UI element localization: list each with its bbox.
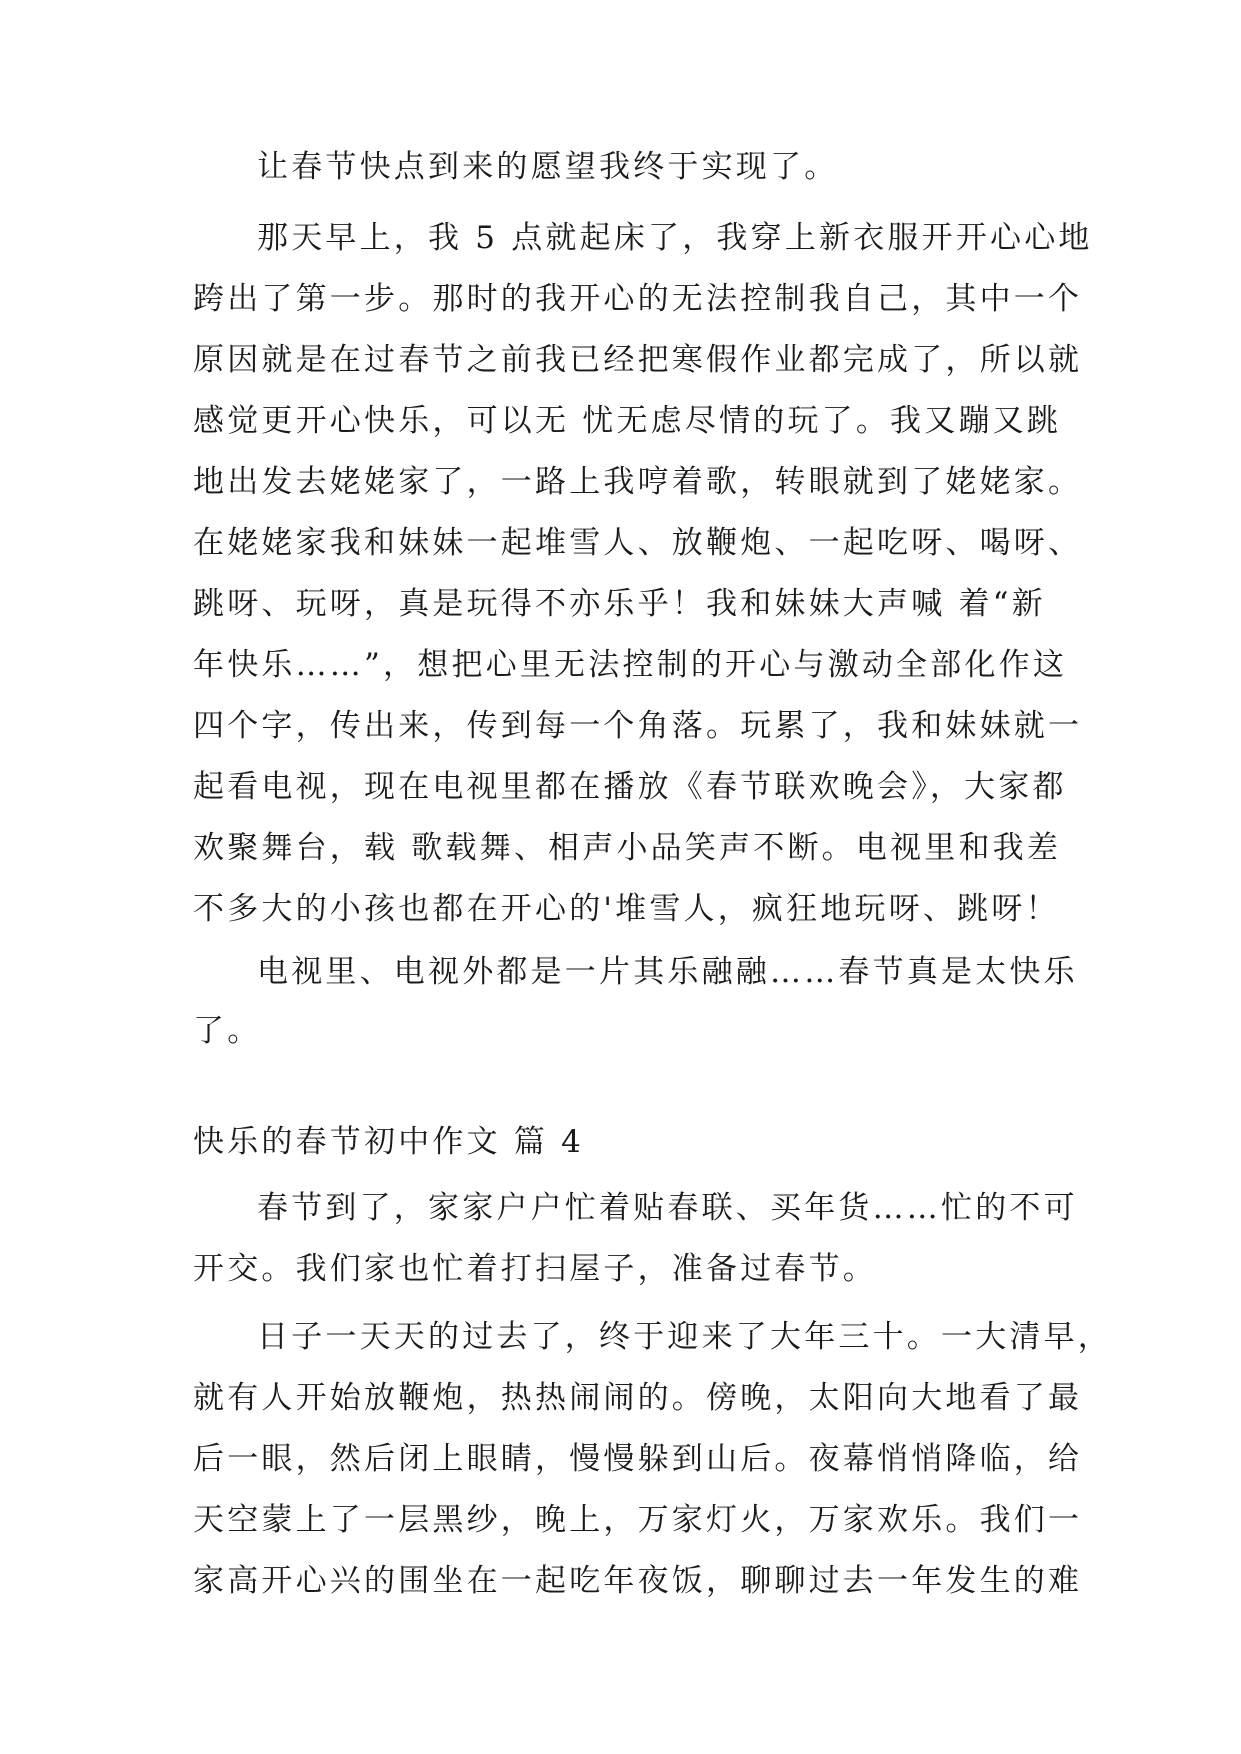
paragraph-line: 原因就是在过春节之前我已经把寒假作业都完成了，所以就 — [193, 342, 1083, 378]
paragraph-line: 开交。我们家也忙着打扫屋子，准备过春节。 — [193, 1251, 877, 1287]
paragraph-line: 地出发去姥姥家了，一路上我哼着歌，转眼就到了姥姥家。 — [193, 464, 1083, 500]
paragraph-line: 电视里、电视外都是一片其乐融融……春节真是太快乐 — [257, 954, 1078, 990]
paragraph-line: 后一眼，然后闭上眼睛，慢慢躲到山后。夜幕悄悄降临，给 — [193, 1441, 1083, 1477]
paragraph-line: 让春节快点到来的愿望我终于实现了。 — [257, 149, 839, 185]
paragraph-line: 四个字，传出来，传到每一个角落。玩累了，我和妹妹就一 — [193, 708, 1083, 744]
paragraph-line: 欢聚舞台，载 歌载舞、相声小品笑声不断。电视里和我差 — [193, 830, 1062, 866]
paragraph-line: 在姥姥家我和妹妹一起堆雪人、放鞭炮、一起吃呀、喝呀、 — [193, 525, 1083, 561]
paragraph-line: 了。 — [193, 1013, 262, 1049]
paragraph-line: 年快乐……”，想把心里无法控制的开心与激动全部化作这 — [193, 647, 1068, 683]
paragraph-line: 家高开心兴的围坐在一起吃年夜饭，聊聊过去一年发生的难 — [193, 1563, 1083, 1599]
paragraph-line: 日子一天天的过去了，终于迎来了大年三十。一大清早， — [257, 1319, 1112, 1355]
paragraph-line: 天空蒙上了一层黑纱，晚上，万家灯火，万家欢乐。我们一 — [193, 1502, 1083, 1538]
paragraph-line: 不多大的小孩也都在开心的'堆雪人，疯狂地玩呀、跳呀！ — [193, 891, 1060, 927]
paragraph-line: 春节到了，家家户户忙着贴春联、买年货……忙的不可 — [257, 1190, 1078, 1226]
paragraph-line: 那天早上，我 5 点就起床了，我穿上新衣服开开心心地 — [257, 220, 1093, 256]
paragraph-line: 感觉更开心快乐，可以无 忧无虑尽情的玩了。我又蹦又跳 — [193, 403, 1062, 439]
paragraph-line: 跳呀、玩呀，真是玩得不亦乐乎！我和妹妹大声喊 着“新 — [193, 586, 1046, 622]
paragraph-line: 就有人开始放鞭炮，热热闹闹的。傍晚，太阳向大地看了最 — [193, 1380, 1083, 1416]
paragraph-line: 起看电视，现在电视里都在播放《春节联欢晚会》，大家都 — [193, 769, 1067, 805]
paragraph-line: 跨出了第一步。那时的我开心的无法控制我自己，其中一个 — [193, 281, 1083, 317]
section-heading: 快乐的春节初中作文 篇 4 — [193, 1124, 585, 1160]
